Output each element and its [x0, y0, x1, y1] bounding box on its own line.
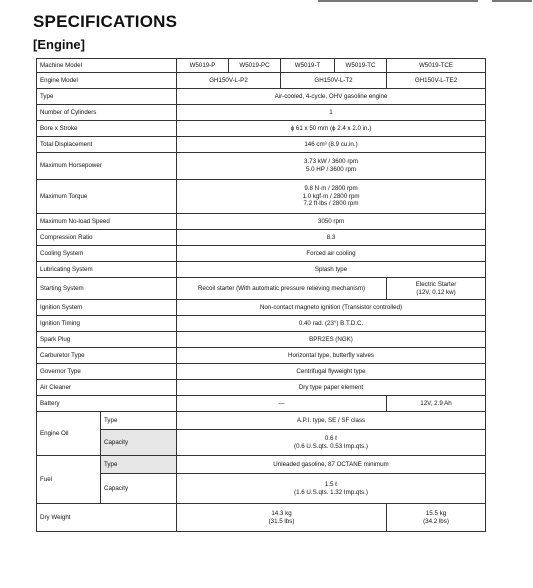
table-row [37, 180, 486, 214]
table-row [37, 474, 486, 504]
cooling-value: Forced air cooling [177, 246, 486, 262]
oil-capacity-qts: (0.6 U.S.qts. 0.53 Imp.qts.) [294, 442, 368, 450]
oil-capacity-value [177, 430, 486, 456]
table-row [37, 278, 486, 300]
oil-type-value: A.P.I. type, SE / SF class [177, 412, 486, 430]
table-row [37, 504, 486, 532]
row-label-timing: Ignition Timing [37, 316, 177, 332]
lubricating-value: Splash type [177, 262, 486, 278]
engine-spec-table [36, 58, 486, 532]
type-value: Air-cooled, 4-cycle, OHV gasoline engine [177, 89, 486, 105]
row-label-type: Type [37, 89, 177, 105]
torque-kgfm: 1.0 kgf·m / 2800 rpm [302, 192, 360, 200]
header-rule [318, 0, 478, 2]
row-label-cylinders: Number of Cylinders [37, 105, 177, 121]
row-label-dry-weight: Dry Weight [37, 504, 177, 532]
table-row [37, 380, 486, 396]
table-row [37, 456, 486, 474]
bore-value: ϕ 61 x 50 mm (ϕ 2.4 x 2.0 in.) [177, 121, 486, 137]
section-title: [Engine] [33, 37, 85, 52]
starting-value: Recoil starter (With automatic pressure relieving mechanism) [177, 278, 387, 300]
torque-ftlbs: 7.2 ft·lbs / 2800 rpm [303, 200, 359, 208]
row-label-spark: Spark Plug [37, 332, 177, 348]
fuel-capacity-value [177, 474, 486, 504]
model-cell: W5019-P [177, 59, 229, 73]
row-label-battery: Battery [37, 396, 177, 412]
oil-capacity-liters: 0.6 ℓ [324, 434, 338, 442]
row-label-governor: Governor Type [37, 364, 177, 380]
row-label-carburetor: Carburetor Type [37, 348, 177, 364]
engine-model-t: GH150V-L-T2 [281, 73, 387, 89]
horsepower-value [177, 153, 486, 180]
battery-value-tce: 12V, 2.9 Ah [387, 396, 486, 412]
table-row [37, 153, 486, 180]
table-row [37, 89, 486, 105]
electric-starter-label: Electric Starter [415, 280, 457, 288]
displacement-value: 146 cm³ (8.9 cu.in.) [177, 137, 486, 153]
spark-value: BPR2ES (NGK) [177, 332, 486, 348]
table-row [37, 105, 486, 121]
engine-model-te: GH150V-L-TE2 [387, 73, 486, 89]
row-label-starting: Starting System [37, 278, 177, 300]
table-row [37, 214, 486, 230]
table-row [37, 73, 486, 89]
table-row [37, 364, 486, 380]
dry-weight-tce [387, 504, 486, 532]
row-label-torque: Maximum Torque [37, 180, 177, 214]
table-row [37, 300, 486, 316]
header-rule-right [492, 0, 532, 2]
row-label-lubricating: Lubricating System [37, 262, 177, 278]
row-label-engine-model: Engine Model [37, 73, 177, 89]
oil-type-label: Type [101, 412, 177, 430]
row-label-machine-model: Machine Model [37, 59, 177, 73]
dry-weight-tce-lbs: (34.2 lbs) [423, 517, 449, 525]
dry-weight-lbs: (31.5 lbs) [268, 517, 295, 525]
torque-nm: 9.8 N·m / 2800 rpm [304, 184, 358, 192]
table-row [37, 262, 486, 278]
row-label-compression: Compression Ratio [37, 230, 177, 246]
fuel-capacity-liters: 1.5 ℓ [324, 480, 338, 488]
fuel-type-label: Type [101, 456, 177, 474]
noload-value: 3050 rpm [177, 214, 486, 230]
model-cell: W5019-TC [335, 59, 387, 73]
fuel-capacity-qts: (1.6 U.S.qts. 1.32 Imp.qts.) [294, 488, 368, 496]
cylinders-value: 1 [177, 105, 486, 121]
air-value: Dry type paper element [177, 380, 486, 396]
horsepower-hp: 5.0 HP / 3600 rpm [305, 166, 357, 173]
model-cell: W5019-TCE [387, 59, 486, 73]
row-label-noload: Maximum No-load Speed [37, 214, 177, 230]
page-title: SPECIFICATIONS [33, 12, 178, 31]
electric-starter-spec: (12V, 0.12 kw) [416, 288, 456, 296]
ignition-value: Non-contact magneto ignition (Transistor controlled) [177, 300, 486, 316]
table-row [37, 121, 486, 137]
dry-weight-tce-kg: 15.5 kg [425, 509, 447, 517]
compression-value: 8.3 [177, 230, 486, 246]
table-row [37, 332, 486, 348]
table-row [37, 137, 486, 153]
torque-value [177, 180, 486, 214]
engine-model-p: GH150V-L-P2 [177, 73, 281, 89]
table-row [37, 348, 486, 364]
model-cell: W5019-T [281, 59, 335, 73]
row-label-air: Air Cleaner [37, 380, 177, 396]
horsepower-kw: 3.73 kW / 3600 rpm [304, 158, 358, 166]
row-label-fuel: Fuel [37, 456, 101, 504]
row-label-horsepower: Maximum Horsepower [37, 153, 177, 180]
table-row [37, 230, 486, 246]
timing-value: 0.40 rad. (23°) B.T.D.C. [177, 316, 486, 332]
table-row [37, 59, 486, 73]
starting-electric [387, 278, 486, 300]
carburetor-value: Horizontal type, butterfly valves [177, 348, 486, 364]
row-label-displacement: Total Displacement [37, 137, 177, 153]
table-row [37, 316, 486, 332]
row-label-engine-oil: Engine Oil [37, 412, 101, 456]
row-label-ignition: Ignition System [37, 300, 177, 316]
fuel-type-value: Unleaded gasoline, 87 OCTANE minimum [177, 456, 486, 474]
table-row [37, 246, 486, 262]
table-row [37, 412, 486, 430]
table-row [37, 396, 486, 412]
oil-capacity-label: Capacity [101, 430, 177, 456]
row-label-bore: Bore x Stroke [37, 121, 177, 137]
fuel-capacity-label: Capacity [101, 474, 177, 504]
table-row [37, 430, 486, 456]
governor-value: Centrifugal flyweight type [177, 364, 486, 380]
battery-value: — [177, 396, 387, 412]
row-label-cooling: Cooling System [37, 246, 177, 262]
model-cell: W5019-PC [229, 59, 281, 73]
dry-weight-value [177, 504, 387, 532]
dry-weight-kg: 14.3 kg [271, 509, 292, 517]
